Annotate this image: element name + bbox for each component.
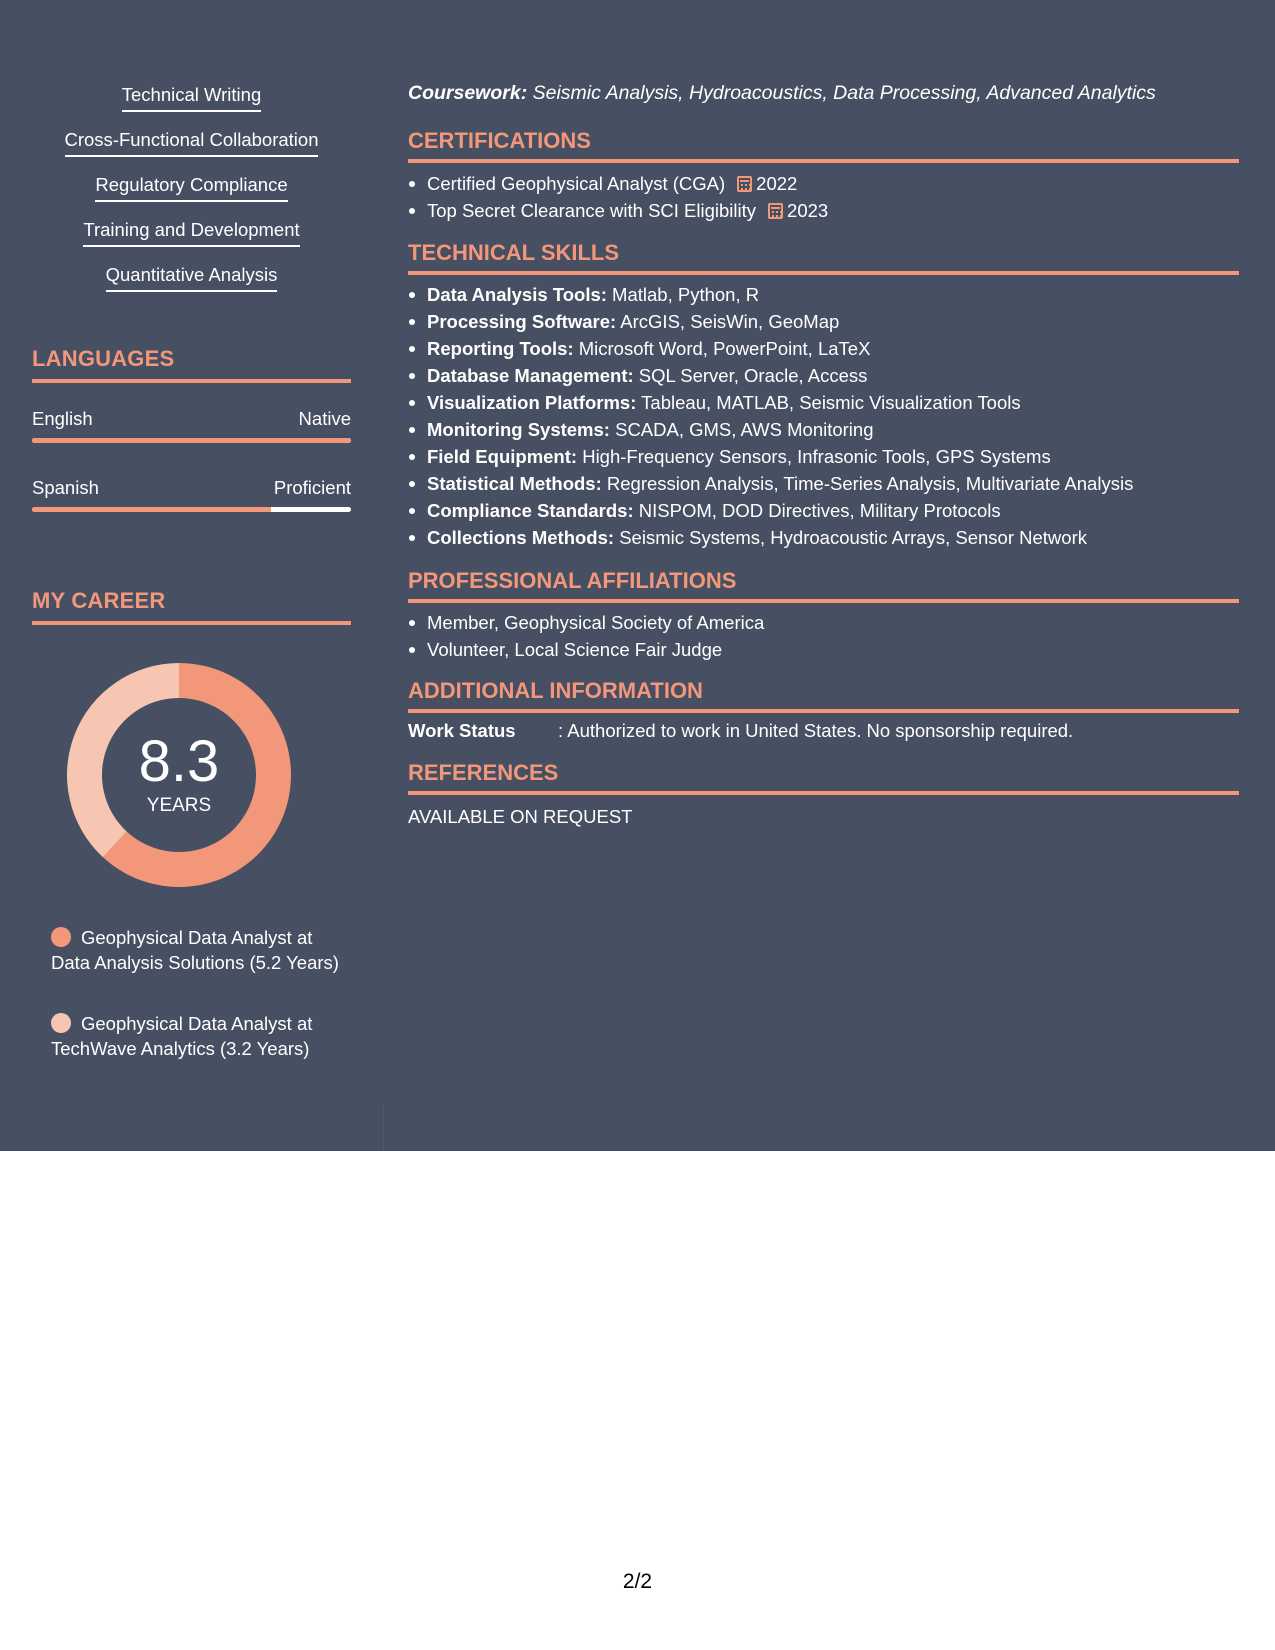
section-rule bbox=[408, 599, 1239, 603]
skill-label: Training and Development bbox=[83, 219, 299, 247]
legend-dot bbox=[51, 927, 71, 947]
languages-section bbox=[32, 346, 351, 512]
additional-info-section bbox=[408, 678, 1239, 744]
calendar-icon bbox=[737, 176, 752, 192]
column-divider bbox=[383, 1105, 384, 1151]
skill-values: ArcGIS, SeisWin, GeoMap bbox=[616, 311, 840, 332]
skill-values: High-Frequency Sensors, Infrasonic Tools, GPS Systems bbox=[577, 446, 1051, 467]
work-status-label: Work Status bbox=[408, 720, 516, 741]
references-heading: REFERENCES bbox=[408, 760, 559, 785]
career-heading: MY CAREER bbox=[32, 588, 166, 613]
affiliation-item: Member, Geophysical Society of America bbox=[408, 609, 1239, 636]
career-donut-chart bbox=[67, 663, 317, 913]
certifications-heading: CERTIFICATIONS bbox=[408, 128, 591, 153]
skill-row bbox=[408, 497, 1239, 524]
certification-name: Top Secret Clearance with SCI Eligibility bbox=[427, 200, 757, 221]
language-level-bar bbox=[32, 438, 351, 443]
skill-row bbox=[408, 362, 1239, 389]
skill-category: Processing Software: bbox=[427, 311, 617, 332]
skill-row bbox=[408, 335, 1239, 362]
legend-dot bbox=[51, 1013, 71, 1033]
skill-item bbox=[32, 264, 351, 309]
skill-item bbox=[32, 129, 351, 174]
section-rule bbox=[408, 791, 1239, 795]
skill-category: Data Analysis Tools: bbox=[427, 284, 607, 305]
language-name: English bbox=[32, 408, 93, 429]
technical-skills-heading: TECHNICAL SKILLS bbox=[408, 240, 620, 265]
skill-category: Collections Methods: bbox=[427, 527, 615, 548]
right-column bbox=[408, 80, 1239, 827]
language-level: Proficient bbox=[273, 477, 351, 498]
career-legend-item bbox=[51, 926, 341, 975]
references-section bbox=[408, 760, 1239, 828]
language-level: Native bbox=[298, 408, 351, 429]
section-rule bbox=[408, 709, 1239, 713]
skill-label: Cross-Functional Collaboration bbox=[65, 129, 319, 157]
skill-values: SCADA, GMS, AWS Monitoring bbox=[609, 419, 874, 440]
skill-row bbox=[408, 470, 1239, 497]
work-status-row bbox=[408, 718, 1239, 744]
career-rule bbox=[32, 621, 351, 625]
skill-row bbox=[408, 416, 1239, 443]
page-number: 2/2 bbox=[622, 1570, 653, 1593]
skill-label: Regulatory Compliance bbox=[95, 174, 287, 202]
references-text: AVAILABLE ON REQUEST bbox=[408, 806, 633, 827]
skill-label: Quantitative Analysis bbox=[106, 264, 278, 292]
affiliation-item: Volunteer, Local Science Fair Judge bbox=[408, 636, 1239, 663]
coursework-line bbox=[408, 80, 1239, 106]
language-name: Spanish bbox=[32, 477, 99, 498]
career-total-years: 8.3 bbox=[138, 729, 220, 794]
coursework-text: Seismic Analysis, Hydroacoustics, Data Processing, Advanced Analytics bbox=[527, 82, 1156, 104]
affiliations-section bbox=[408, 568, 1239, 663]
career-legend-item bbox=[51, 1012, 341, 1061]
skill-category: Reporting Tools: bbox=[427, 338, 574, 359]
skill-values: Regression Analysis, Time-Series Analysis, Multivariate Analysis bbox=[601, 473, 1134, 494]
career-legend-label: Geophysical Data Analyst at TechWave Analytics (3.2 Years) bbox=[51, 1013, 313, 1059]
skill-row bbox=[408, 281, 1239, 308]
section-rule bbox=[408, 159, 1239, 163]
section-rule bbox=[408, 271, 1239, 275]
skill-item bbox=[32, 84, 351, 129]
skills-list bbox=[32, 84, 351, 309]
languages-heading: LANGUAGES bbox=[32, 346, 175, 371]
skill-values: Seismic Systems, Hydroacoustic Arrays, Sensor Network bbox=[614, 527, 1087, 548]
skill-values: Microsoft Word, PowerPoint, LaTeX bbox=[573, 338, 871, 359]
coursework-label: Coursework: bbox=[408, 82, 528, 104]
skill-values: Matlab, Python, R bbox=[606, 284, 760, 305]
certification-year: 2022 bbox=[756, 173, 798, 194]
career-years-unit: YEARS bbox=[146, 795, 212, 816]
technical-skills-section bbox=[408, 240, 1239, 551]
skill-label: Technical Writing bbox=[122, 84, 262, 112]
skill-values: SQL Server, Oracle, Access bbox=[633, 365, 868, 386]
affiliations-heading: PROFESSIONAL AFFILIATIONS bbox=[408, 568, 737, 593]
certification-name: Certified Geophysical Analyst (CGA) bbox=[427, 173, 726, 194]
calendar-icon bbox=[768, 203, 783, 219]
career-section bbox=[32, 588, 351, 625]
career-legend-label: Geophysical Data Analyst at Data Analysis Solutions (5.2 Years) bbox=[51, 927, 339, 973]
skill-category: Visualization Platforms: bbox=[427, 392, 637, 413]
skill-row bbox=[408, 524, 1239, 551]
language-item bbox=[32, 408, 351, 443]
skill-category: Monitoring Systems: bbox=[427, 419, 610, 440]
skill-category: Field Equipment: bbox=[427, 446, 578, 467]
skill-values: NISPOM, DOD Directives, Military Protocols bbox=[633, 500, 1001, 521]
additional-info-heading: ADDITIONAL INFORMATION bbox=[408, 678, 703, 703]
certification-item bbox=[408, 197, 1239, 224]
work-status-value: : Authorized to work in United States. No sponsorship required. bbox=[558, 720, 1074, 741]
certification-item bbox=[408, 170, 1239, 197]
language-item bbox=[32, 477, 351, 512]
left-column bbox=[32, 84, 351, 1059]
skill-category: Compliance Standards: bbox=[427, 500, 634, 521]
skill-row bbox=[408, 308, 1239, 335]
skill-row bbox=[408, 389, 1239, 416]
skill-item bbox=[32, 219, 351, 264]
certification-year: 2023 bbox=[787, 200, 829, 221]
skill-values: Tableau, MATLAB, Seismic Visualization Tools bbox=[636, 392, 1021, 413]
languages-rule bbox=[32, 379, 351, 383]
certifications-section bbox=[408, 128, 1239, 224]
language-level-bar bbox=[32, 507, 351, 512]
skill-category: Database Management: bbox=[427, 365, 634, 386]
skill-row bbox=[408, 443, 1239, 470]
skill-category: Statistical Methods: bbox=[427, 473, 602, 494]
skill-item bbox=[32, 174, 351, 219]
